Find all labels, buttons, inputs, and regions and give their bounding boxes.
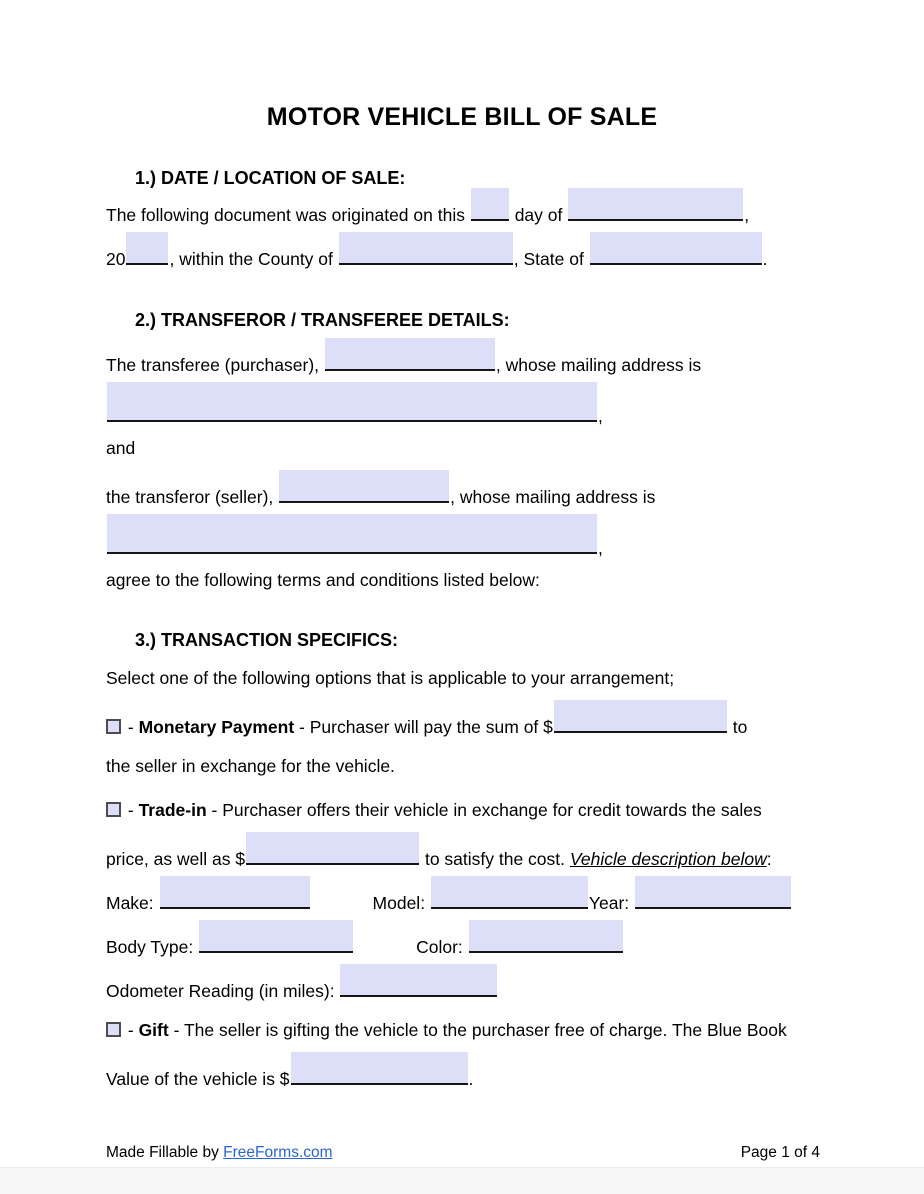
gift-checkbox[interactable] <box>106 1022 121 1037</box>
tradein-label: Trade-in <box>138 800 207 820</box>
text-fragment: and <box>106 438 136 458</box>
section1-heading: 1.) DATE / LOCATION OF SALE: <box>135 168 406 188</box>
text-fragment: the transferor (seller), <box>106 487 279 507</box>
sale-day-field[interactable] <box>471 188 509 221</box>
text-fragment: price, as well as $ <box>106 849 246 869</box>
transferee-line <box>106 338 824 382</box>
select-option-line <box>106 656 824 700</box>
text-fragment: , State of <box>513 249 589 269</box>
text-fragment: to <box>727 717 748 737</box>
text-fragment: Select one of the following options that is applicable to your arrangement; <box>106 668 675 688</box>
text-fragment: , <box>744 205 750 225</box>
section2-heading: 2.) TRANSFEROR / TRANSFEREE DETAILS: <box>135 310 510 330</box>
purchaser-address-line <box>106 382 824 426</box>
text-fragment: , <box>598 406 603 426</box>
seller-name-field[interactable] <box>279 470 449 503</box>
text-fragment: - <box>123 1020 139 1040</box>
seller-address-line <box>106 514 824 558</box>
agree-line <box>106 558 824 602</box>
tradein-line <box>106 788 824 832</box>
monetary-payment-checkbox[interactable] <box>106 719 121 734</box>
year-field[interactable] <box>635 876 791 909</box>
purchaser-name-field[interactable] <box>325 338 495 371</box>
text-fragment: 20 <box>106 249 126 269</box>
sale-month-field[interactable] <box>568 188 743 221</box>
text-fragment: - The seller is gifting the vehicle to the purchaser free of charge. The Blue Book <box>168 1020 787 1040</box>
and-line <box>106 426 824 470</box>
monetary-payment-label: Monetary Payment <box>138 717 295 737</box>
tradein-checkbox[interactable] <box>106 802 121 817</box>
text-fragment: The following document was originated on this <box>106 205 470 225</box>
blue-book-value-field[interactable] <box>291 1052 468 1085</box>
text-fragment: , within the County of <box>169 249 338 269</box>
year-label: Year: <box>588 893 635 913</box>
tradein-cont-line <box>106 832 824 876</box>
text-fragment: - <box>123 800 139 820</box>
state-field[interactable] <box>590 232 762 265</box>
make-model-year-line <box>106 876 824 920</box>
purchaser-address-field[interactable] <box>107 382 597 422</box>
page-footer <box>106 1144 820 1162</box>
page-indicator: Page 1 of 4 <box>740 1144 820 1161</box>
body-type-field[interactable] <box>199 920 353 953</box>
gift-line <box>106 1008 824 1052</box>
odometer-field[interactable] <box>340 964 497 997</box>
model-field[interactable] <box>431 876 588 909</box>
odometer-label: Odometer Reading (in miles): <box>106 981 340 1001</box>
make-label: Make: <box>106 893 159 913</box>
text-fragment: . <box>468 1069 474 1089</box>
text-fragment: Made Fillable by <box>106 1144 224 1161</box>
payment-amount-field[interactable] <box>554 700 727 733</box>
vehicle-description-note: Vehicle description below <box>569 849 767 869</box>
freeforms-link[interactable]: FreeForms.com <box>223 1144 333 1161</box>
text-fragment: Value of the vehicle is $ <box>106 1069 290 1089</box>
text-fragment: , whose mailing address is <box>450 487 656 507</box>
county-field[interactable] <box>339 232 513 265</box>
text-fragment: - <box>123 717 139 737</box>
text-fragment: the seller in exchange for the vehicle. <box>106 756 395 776</box>
tradein-credit-field[interactable] <box>246 832 419 865</box>
page-title: MOTOR VEHICLE BILL OF SALE <box>266 103 658 131</box>
text-fragment: agree to the following terms and conditions listed below: <box>106 570 540 590</box>
odometer-line <box>106 964 824 1008</box>
monetary-payment-line <box>106 700 824 744</box>
text-fragment: day of <box>509 205 568 225</box>
color-field[interactable] <box>469 920 623 953</box>
transferor-line <box>106 470 824 514</box>
text-fragment: : <box>766 849 772 869</box>
page-edge-strip <box>0 1167 924 1194</box>
section3-heading: 3.) TRANSACTION SPECIFICS: <box>135 630 399 650</box>
body-color-line <box>106 920 824 964</box>
text-fragment: , <box>598 538 603 558</box>
seller-address-field[interactable] <box>107 514 597 554</box>
text-fragment: to satisfy the cost. <box>420 849 570 869</box>
make-field[interactable] <box>160 876 310 909</box>
sale-year-field[interactable] <box>126 232 168 265</box>
text-fragment: - Purchaser offers their vehicle in exchange for credit towards the sales <box>206 800 762 820</box>
text-fragment: , whose mailing address is <box>495 355 702 375</box>
gift-label: Gift <box>138 1020 169 1040</box>
body-type-label: Body Type: <box>106 937 199 957</box>
date-location-line1 <box>106 188 824 232</box>
text-fragment: . <box>762 249 768 269</box>
monetary-payment-cont-line <box>106 744 824 788</box>
footer-credit <box>106 1144 333 1162</box>
text-fragment: The transferee (purchaser), <box>106 355 324 375</box>
text-fragment: - Purchaser will pay the sum of $ <box>294 717 553 737</box>
gift-cont-line <box>106 1052 824 1096</box>
date-location-line2 <box>106 232 824 276</box>
color-label: Color: <box>416 937 468 957</box>
model-label: Model: <box>372 893 430 913</box>
